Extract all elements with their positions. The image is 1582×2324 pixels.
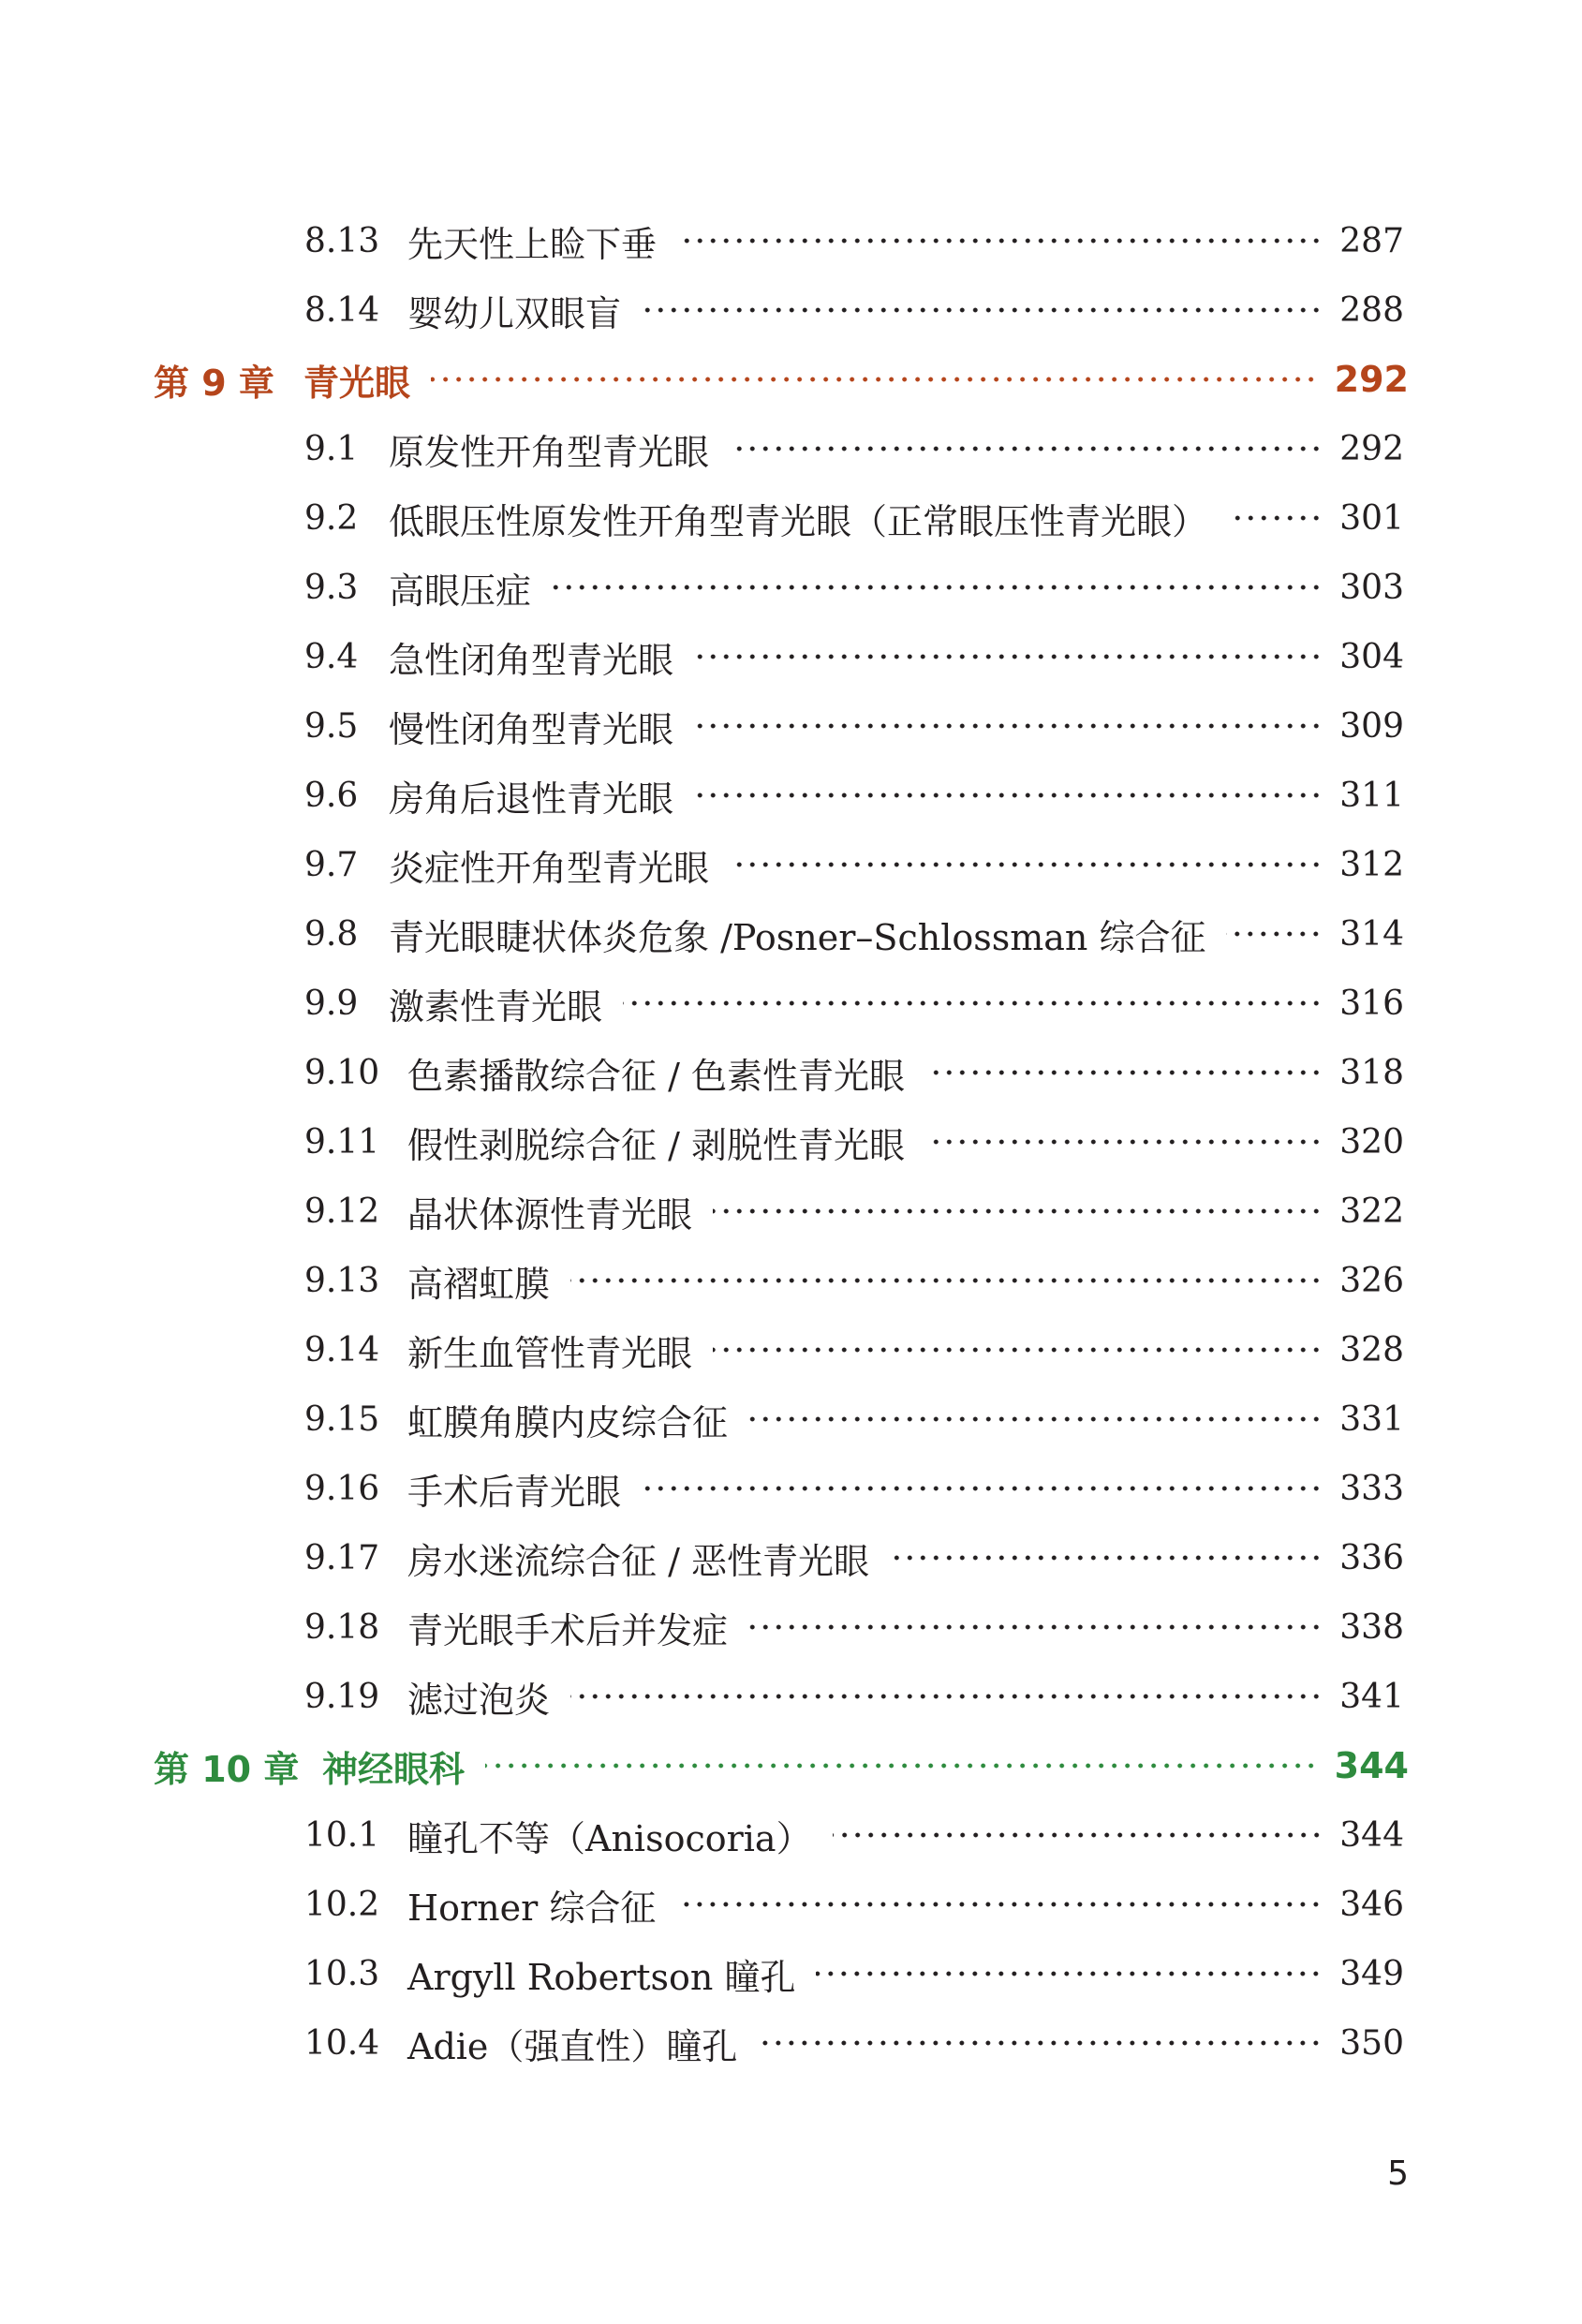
page-number: 287 [1339, 221, 1404, 260]
section-number: 9.10 [304, 1053, 380, 1092]
page-number: 350 [1339, 2023, 1404, 2063]
page-number: 292 [1334, 359, 1409, 400]
section-title: 色素播散综合征 / 色素性青光眼 [407, 1055, 905, 1097]
toc-entry-9-11[interactable] [0, 1107, 1582, 1177]
page-number: 344 [1334, 1745, 1409, 1786]
section-number: 8.13 [304, 221, 380, 260]
toc-entry-8-13[interactable] [0, 206, 1582, 275]
toc-entry-9-5[interactable] [0, 691, 1582, 761]
dot-leader [758, 2038, 1323, 2048]
section-number: 10.2 [304, 1885, 380, 1924]
section-number: 9.13 [304, 1261, 380, 1300]
page-number: 311 [1339, 776, 1404, 815]
section-number: 9.6 [304, 776, 359, 815]
toc-entry-9-13[interactable] [0, 1246, 1582, 1315]
section-number: 9.7 [304, 845, 359, 884]
section-title: 炎症性开角型青光眼 [389, 847, 710, 889]
dot-leader [713, 1345, 1323, 1354]
toc-entry-9-15[interactable] [0, 1384, 1582, 1454]
section-number: 9.3 [304, 568, 359, 607]
section-number: 9.9 [304, 984, 359, 1023]
dot-leader [570, 1692, 1323, 1701]
section-number: 9.4 [304, 637, 359, 676]
section-number: 8.14 [304, 290, 380, 330]
dot-leader [694, 652, 1323, 661]
section-title: 高眼压症 [389, 570, 532, 612]
page-number: 303 [1339, 568, 1404, 607]
section-number: 9.18 [304, 1607, 380, 1647]
toc-entry-9-14[interactable] [0, 1315, 1582, 1384]
toc-entry-10-2[interactable] [0, 1870, 1582, 1939]
dot-leader [925, 1137, 1323, 1147]
section-number: 9.19 [304, 1677, 380, 1716]
page-number: 333 [1339, 1469, 1404, 1508]
section-title: 青光眼睫状体炎危象 /Posner–Schlossman 综合征 [389, 916, 1206, 958]
page-number: 336 [1339, 1538, 1404, 1577]
dot-leader [694, 721, 1323, 731]
section-title: 滤过泡炎 [407, 1679, 551, 1721]
section-number: 9.12 [304, 1192, 380, 1231]
toc-entry-10-3[interactable] [0, 1939, 1582, 2008]
dot-leader [748, 1414, 1323, 1424]
page-number: 316 [1339, 984, 1404, 1023]
dot-leader [730, 860, 1323, 869]
toc-entry-9-17[interactable] [0, 1523, 1582, 1592]
toc-entry-9-6[interactable] [0, 761, 1582, 830]
dot-leader [431, 375, 1318, 384]
section-title: 虹膜角膜内皮综合征 [407, 1401, 729, 1443]
page-number: 338 [1339, 1607, 1404, 1647]
section-number: 10.4 [304, 2023, 380, 2063]
section-number: 9.2 [304, 498, 359, 538]
section-number: 9.8 [304, 914, 359, 954]
toc-entry-9-16[interactable] [0, 1454, 1582, 1523]
dot-leader [1228, 513, 1323, 523]
section-title: 房角后退性青光眼 [389, 777, 674, 820]
toc-entry-9-18[interactable] [0, 1592, 1582, 1662]
dot-leader [570, 1276, 1323, 1285]
section-title: Adie（强直性）瞳孔 [407, 2025, 738, 2067]
dot-leader [833, 1830, 1323, 1840]
chapter-title: 青光眼 [303, 362, 411, 404]
dot-leader [485, 1761, 1318, 1770]
section-title: Argyll Robertson 瞳孔 [407, 1956, 796, 1998]
section-title: 低眼压性原发性开角型青光眼（正常眼压性青光眼） [389, 500, 1208, 542]
chapter-title: 神经眼科 [322, 1748, 466, 1790]
page-number: 314 [1339, 914, 1404, 954]
dot-leader [642, 305, 1323, 315]
section-title: 假性剥脱综合征 / 剥脱性青光眼 [407, 1124, 905, 1166]
dot-leader [694, 791, 1323, 800]
toc-entry-9-3[interactable] [0, 553, 1582, 622]
toc-chapter-10[interactable] [0, 1731, 1582, 1800]
toc-entry-9-9[interactable] [0, 969, 1582, 1038]
page-number: 349 [1339, 1954, 1404, 1993]
toc-entry-9-7[interactable] [0, 830, 1582, 899]
section-title: 晶状体源性青光眼 [407, 1193, 693, 1236]
chapter-number: 第 10 章 [154, 1748, 300, 1790]
section-title: 婴幼儿双眼盲 [407, 292, 622, 334]
page-number: 326 [1339, 1261, 1404, 1300]
page-number: 318 [1339, 1053, 1404, 1092]
toc-entry-10-4[interactable] [0, 2008, 1582, 2078]
page-number: 312 [1339, 845, 1404, 884]
page-number: 288 [1339, 290, 1404, 330]
section-number: 9.17 [304, 1538, 380, 1577]
toc-entry-9-19[interactable] [0, 1662, 1582, 1731]
section-title: 房水迷流综合征 / 恶性青光眼 [407, 1540, 869, 1582]
dot-leader [816, 1969, 1323, 1978]
page-number: 346 [1339, 1885, 1404, 1924]
toc-entry-9-10[interactable] [0, 1038, 1582, 1107]
dot-leader [623, 999, 1323, 1008]
dot-leader [677, 236, 1323, 245]
section-number: 9.5 [304, 706, 359, 746]
toc-entry-10-1[interactable] [0, 1800, 1582, 1870]
section-number: 9.15 [304, 1399, 380, 1439]
section-number: 9.16 [304, 1469, 380, 1508]
section-title: 先天性上睑下垂 [407, 223, 658, 265]
dot-leader [552, 583, 1323, 592]
section-title: 高褶虹膜 [407, 1263, 551, 1305]
dot-leader [642, 1484, 1323, 1493]
section-title: 手术后青光眼 [407, 1471, 622, 1513]
dot-leader [730, 444, 1323, 453]
section-title: 原发性开角型青光眼 [389, 431, 710, 473]
toc-entry-9-4[interactable] [0, 622, 1582, 691]
page-number: 328 [1339, 1330, 1404, 1369]
toc-chapter-9[interactable] [0, 345, 1582, 414]
page-number: 320 [1339, 1122, 1404, 1162]
section-title: 青光眼手术后并发症 [407, 1609, 729, 1651]
toc-entry-9-2[interactable] [0, 483, 1582, 553]
page-number: 331 [1339, 1399, 1404, 1439]
section-number: 9.11 [304, 1122, 380, 1162]
section-number: 9.1 [304, 429, 359, 468]
dot-leader [1226, 929, 1323, 939]
toc-entry-9-8[interactable] [0, 899, 1582, 969]
page-number: 344 [1339, 1815, 1404, 1855]
section-title: 急性闭角型青光眼 [389, 639, 674, 681]
page-number: 341 [1339, 1677, 1404, 1716]
section-number: 10.1 [304, 1815, 380, 1855]
page-number: 292 [1339, 429, 1404, 468]
page-number: 304 [1339, 637, 1404, 676]
page-number: 309 [1339, 706, 1404, 746]
dot-leader [713, 1206, 1323, 1216]
dot-leader [925, 1068, 1323, 1077]
page-number: 301 [1339, 498, 1404, 538]
section-title: 新生血管性青光眼 [407, 1332, 693, 1374]
toc-entry-9-1[interactable] [0, 414, 1582, 483]
section-number: 9.14 [304, 1330, 380, 1369]
toc-entry-8-14[interactable] [0, 275, 1582, 345]
section-title: Horner 综合征 [407, 1887, 657, 1929]
table-of-contents [0, 206, 1582, 2078]
page-number: 322 [1339, 1192, 1404, 1231]
dot-leader [890, 1553, 1323, 1562]
section-title: 慢性闭角型青光眼 [389, 708, 674, 750]
section-number: 10.3 [304, 1954, 380, 1993]
chapter-number: 第 9 章 [154, 362, 274, 404]
section-title: 瞳孔不等（Anisocoria） [407, 1817, 812, 1859]
section-title: 激素性青光眼 [389, 985, 603, 1028]
dot-leader [748, 1622, 1323, 1632]
dot-leader [676, 1900, 1323, 1909]
toc-entry-9-12[interactable] [0, 1177, 1582, 1246]
page-folio: 5 [1387, 2154, 1409, 2193]
